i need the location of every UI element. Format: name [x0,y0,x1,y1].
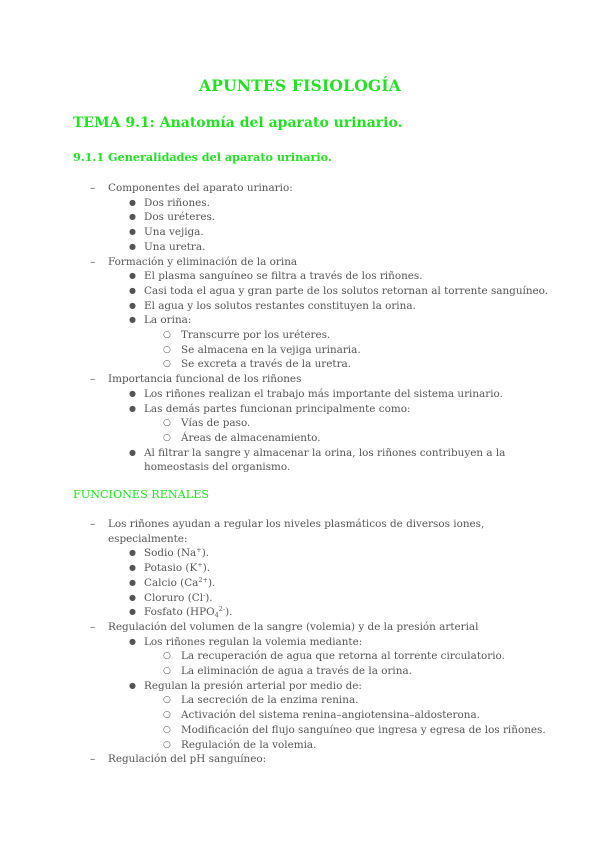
list-item: ○ La secreción de la enzima renina. [163,694,359,707]
list-item: ○ Regulación de la volemia. [163,738,317,751]
circle-bullet-icon: ○ [163,739,171,750]
list-item: ○ La eliminación de agua a través de la orina. [163,665,412,678]
circle-bullet-icon: ○ [163,418,171,429]
bullet-icon: ● [129,592,136,602]
list-item: ● La orina: [129,314,192,327]
list-item: ● Sodio (Na+). [129,546,210,560]
bullet-icon: ● [129,577,136,587]
list-item: ● El agua y los solutos restantes constituyen la orina. [129,299,416,312]
bullet-icon: ● [129,197,136,207]
list-item: – Formación y eliminación de la orina [90,255,298,268]
list-item: ○ Vías de paso. [163,417,251,430]
circle-bullet-icon: ○ [163,359,171,370]
list-item: ● El plasma sanguíneo se filtra a través de los riñones. [129,270,423,283]
bullet-icon: ● [129,271,136,281]
generalidades-list [0,181,600,475]
bullet-icon: ● [129,636,136,646]
list-item: ● Dos uréteres. [129,211,216,224]
list-item: ● Calcio $(Ca^{2+})$. [129,575,216,589]
list-item: ● Dos riñones. [129,196,210,209]
bullet-icon: ● [129,227,136,237]
bullet-icon: ● [129,315,136,325]
bullet-icon: ● [129,607,136,617]
circle-bullet-icon: ○ [163,651,171,662]
dash-marker: – [90,373,96,386]
circle-bullet-icon: ○ [163,432,171,443]
list-item: ○ Áreas de almacenamiento. [163,431,321,444]
list-item: ● Fosfato $(HPO_4^{2-})$. [129,605,233,620]
bullet-icon: ● [129,403,136,413]
list-item: ○ Se almacena en la vejiga urinaria. [163,343,361,356]
dash-marker: – [90,182,96,194]
circle-bullet-icon: ○ [163,666,171,677]
list-item: ○ La recuperación de agua que retorna al torrente circulatorio. [163,650,505,663]
bullet-icon: ● [129,300,136,310]
document-title: APUNTES FISIOLOGÍA [198,76,402,95]
bullet-icon: ● [129,563,136,573]
bullet-icon: ● [129,388,136,398]
list-item: ● Cloruro (Cl-). [129,590,213,604]
bullet-icon: ● [129,241,136,251]
funciones-list [0,517,600,767]
bullet-icon: ● [129,212,136,222]
dash-marker: – [90,255,96,268]
list-item: – Los riñones ayudan a regular los niveles plasmáticos de diversos iones, especialmente: [90,518,485,545]
list-item: ● Las demás partes funcionan principalmente como: [129,402,411,415]
list-item: ● Potasio (K+). [129,561,211,575]
list-item: – Importancia funcional de los riñones [90,373,302,386]
bullet-icon: ● [129,447,136,457]
list-item: ○ Transcurre por los uréteres. [163,329,331,342]
dash-marker: – [90,518,96,530]
circle-bullet-icon: ○ [163,330,171,341]
bullet-icon: ● [129,285,136,295]
bullet-icon: ● [129,680,136,690]
list-item: ● Regulan la presión arterial por medio de: [129,679,362,692]
list-item: ● Los riñones realizan el trabajo más importante del sistema urinario. [129,387,503,400]
topic-heading: TEMA 9.1: Anatomía del aparato urinario. [73,115,403,131]
circle-bullet-icon: ○ [163,695,171,706]
list-item: ○ Se excreta a través de la uretra. [163,358,352,371]
list-item: ● Los riñones regulan la volemia mediante: [129,635,363,648]
dash-marker: – [90,753,96,766]
section-heading-funciones: FUNCIONES RENALES [73,488,210,501]
list-item: ● Al filtrar la sangre y almacenar la orina, los riñones contribuyen a la homeostasis del organismo. [129,446,506,474]
list-item: – Componentes del aparato urinario: [90,182,293,194]
list-item: – Regulación del pH sanguíneo: [90,753,267,766]
dash-marker: – [90,620,96,633]
circle-bullet-icon: ○ [163,710,171,721]
list-item: ● Una vejiga. [129,226,204,239]
list-item: ● Una uretra. [129,240,206,253]
circle-bullet-icon: ○ [163,344,171,355]
list-item: ● Casi toda el agua y gran parte de los solutos retornan al torrente sanguíneo. [129,284,549,297]
list-item: ○ Activación del sistema renina–angiotensina–aldosterona. [163,709,480,722]
circle-bullet-icon: ○ [163,724,171,735]
subtopic-heading: 9.1.1 Generalidades del aparato urinario. [73,150,332,164]
bullet-icon: ● [129,548,136,558]
list-item: ○ Modificación del flujo sanguíneo que ingresa y egresa de los riñones. [163,723,546,736]
list-item: – Regulación del volumen de la sangre (volemia) y de la presión arterial [90,620,479,633]
